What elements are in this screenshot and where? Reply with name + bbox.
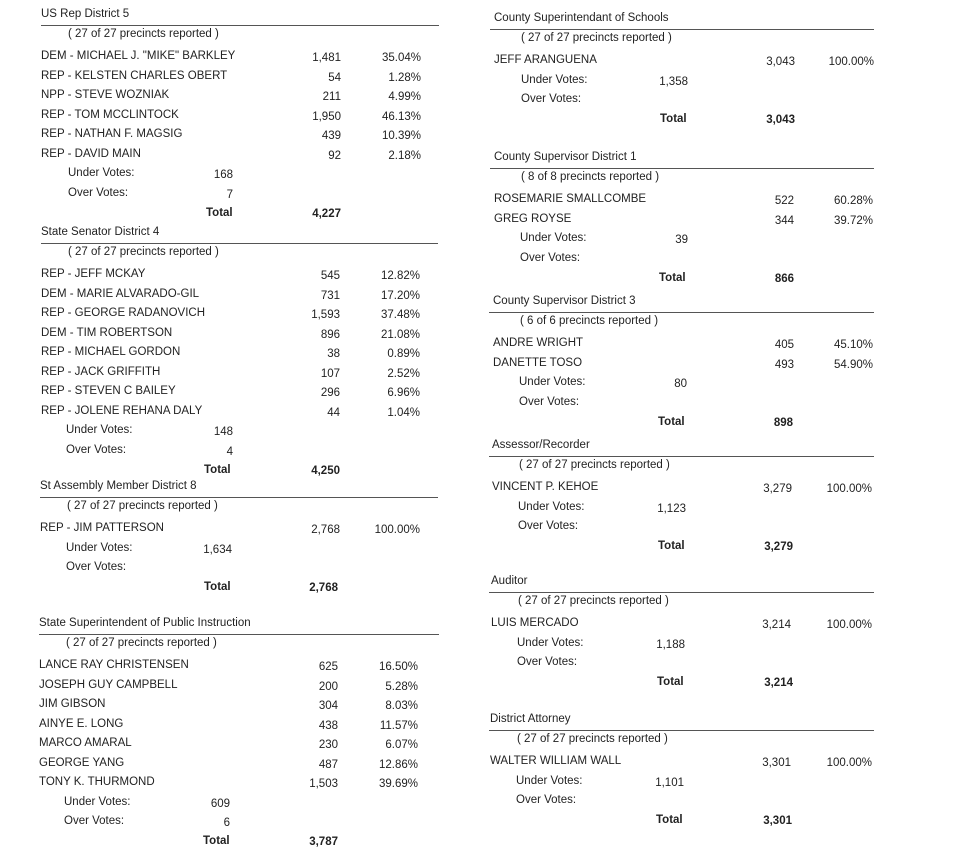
candidate-percent: 100.00%: [826, 619, 872, 631]
total-value: 866: [774, 272, 794, 285]
over-votes-label: Over Votes:: [518, 520, 579, 532]
candidate-percent: 12.82%: [380, 270, 420, 282]
total-row: [494, 269, 798, 288]
over-votes-row: [40, 558, 236, 577]
candidate-votes: 304: [318, 700, 338, 712]
total-label: Total: [206, 206, 233, 219]
candidate-votes: 3,043: [766, 56, 795, 68]
candidate-name: NPP - STEVE WOZNIAK: [41, 89, 170, 101]
over-votes-row: [41, 441, 237, 460]
over-votes-label: Over Votes:: [517, 656, 578, 668]
candidate-votes: 3,301: [762, 757, 791, 769]
candidate-votes: 522: [774, 195, 794, 207]
candidate-name: GEORGE YANG: [39, 756, 125, 769]
candidate-row: [39, 695, 428, 714]
over-votes-label: Over Votes:: [68, 186, 129, 199]
race-title-rule: [489, 456, 874, 457]
candidate-percent: 4.99%: [388, 91, 421, 103]
under-votes-value: 609: [210, 797, 230, 810]
candidate-name: JEFF ARANGUENA: [494, 54, 597, 66]
over-votes-label: Over Votes:: [519, 395, 580, 408]
race-title-rule: [489, 592, 874, 593]
under-votes-value: 39: [675, 234, 688, 246]
total-label: Total: [658, 415, 685, 428]
over-votes-value: 4: [226, 445, 233, 458]
under-votes-label: Under Votes:: [517, 636, 584, 649]
candidate-percent: 21.08%: [380, 328, 420, 341]
candidate-row: [40, 519, 430, 538]
total-row: [40, 578, 342, 597]
over-votes-row: [39, 812, 234, 831]
race-title-rule: [489, 312, 874, 313]
precincts-reported: ( 27 of 27 precincts reported ): [67, 500, 218, 512]
total-label: Total: [204, 581, 231, 593]
total-row: [494, 110, 799, 129]
candidate-row: [41, 285, 430, 304]
candidate-votes: 493: [774, 358, 794, 371]
candidate-row: [492, 478, 882, 497]
candidate-percent: 17.20%: [380, 289, 420, 302]
candidate-votes: 405: [774, 339, 794, 351]
race-title-rule: [489, 730, 874, 731]
candidate-name: REP - JIM PATTERSON: [40, 522, 164, 534]
under-votes-row: [39, 793, 234, 812]
total-value: 3,043: [766, 114, 795, 126]
under-votes-value: 1,188: [656, 638, 685, 651]
candidate-percent: 54.90%: [833, 358, 873, 371]
candidate-votes: 107: [320, 367, 340, 380]
candidate-name: REP - JACK GRIFFITH: [41, 365, 161, 378]
total-value: 3,301: [763, 815, 792, 827]
total-row: [492, 537, 797, 556]
over-votes-label: Over Votes:: [521, 93, 582, 105]
over-votes-row: [494, 249, 692, 268]
total-label: Total: [656, 814, 683, 826]
candidate-row: [39, 656, 428, 675]
candidate-votes: 487: [318, 758, 338, 771]
total-label: Total: [203, 835, 230, 847]
under-votes-label: Under Votes:: [66, 541, 133, 554]
candidate-percent: 100.00%: [826, 757, 872, 769]
under-votes-label: Under Votes:: [518, 500, 585, 513]
candidate-percent: 8.03%: [385, 700, 418, 712]
candidate-row: [491, 614, 882, 633]
candidate-row: [39, 754, 428, 773]
under-votes-value: 1,358: [659, 75, 688, 88]
race-title: State Senator District 4: [41, 226, 160, 238]
total-value: 3,214: [764, 677, 793, 689]
under-votes-value: 1,123: [657, 502, 686, 515]
over-votes-label: Over Votes:: [66, 561, 127, 573]
candidate-percent: 45.10%: [833, 339, 873, 351]
over-votes-row: [491, 653, 689, 672]
candidate-row: [39, 715, 428, 734]
candidate-row: [493, 354, 883, 373]
under-votes-value: 1,101: [655, 776, 684, 789]
candidate-row: [41, 47, 431, 66]
total-label: Total: [658, 540, 685, 552]
total-row: [41, 461, 344, 480]
candidate-row: [41, 86, 431, 105]
candidate-votes: 438: [318, 719, 338, 732]
candidate-row: [493, 334, 883, 353]
precincts-reported: ( 27 of 27 precincts reported ): [517, 733, 668, 745]
candidate-name: DEM - MICHAEL J. "MIKE" BARKLEY: [41, 50, 236, 62]
candidate-votes: 92: [328, 149, 341, 162]
race-title: County Supervisor District 3: [493, 295, 636, 307]
total-value: 898: [773, 416, 793, 429]
candidate-name: REP - DAVID MAIN: [41, 147, 141, 160]
race-title-rule: [490, 29, 874, 30]
candidate-name: REP - JOLENE REHANA DALY: [41, 404, 203, 417]
candidate-percent: 6.07%: [385, 739, 418, 751]
candidate-percent: 12.86%: [378, 758, 418, 771]
candidate-percent: 16.50%: [378, 661, 418, 673]
candidate-votes: 439: [321, 130, 341, 142]
candidate-row: [41, 304, 430, 323]
candidate-row: [41, 363, 430, 382]
total-row: [39, 832, 342, 851]
candidate-percent: 39.72%: [833, 214, 873, 227]
under-votes-value: 1,634: [203, 543, 232, 556]
candidate-votes: 1,503: [309, 778, 338, 790]
candidate-row: [41, 67, 431, 86]
candidate-votes: 200: [318, 680, 338, 693]
under-votes-value: 80: [674, 378, 687, 390]
candidate-name: GREG ROYSE: [494, 212, 572, 225]
precincts-reported: ( 27 of 27 precincts reported ): [518, 595, 669, 607]
candidate-row: [494, 210, 883, 229]
candidate-votes: 896: [320, 328, 340, 341]
candidate-percent: 5.28%: [385, 680, 418, 693]
race-title-rule: [40, 497, 438, 498]
candidate-percent: 11.57%: [379, 719, 418, 732]
candidate-row: [39, 773, 428, 792]
candidate-percent: 46.13%: [381, 110, 421, 123]
total-value: 3,279: [764, 541, 793, 553]
total-label: Total: [660, 113, 687, 125]
candidate-name: REP - MICHAEL GORDON: [41, 346, 181, 358]
candidate-votes: 211: [322, 91, 341, 103]
total-value: 3,787: [309, 836, 338, 848]
candidate-name: REP - KELSTEN CHARLES OBERT: [41, 69, 228, 82]
under-votes-row: [492, 498, 690, 517]
candidate-row: [41, 324, 430, 343]
candidate-row: [41, 265, 430, 284]
candidate-name: WALTER WILLIAM WALL: [490, 755, 622, 767]
candidate-votes: 296: [320, 387, 340, 399]
race-title: US Rep District 5: [41, 8, 130, 20]
candidate-percent: 0.89%: [387, 348, 420, 360]
under-votes-row: [493, 373, 691, 392]
candidate-percent: 100.00%: [826, 483, 872, 495]
total-label: Total: [657, 676, 684, 688]
candidate-percent: 39.69%: [378, 778, 418, 790]
candidate-name: REP - GEORGE RADANOVICH: [41, 307, 206, 319]
candidate-name: MARCO AMARAL: [39, 737, 132, 749]
candidate-row: [39, 734, 428, 753]
precincts-reported: ( 27 of 27 precincts reported ): [519, 459, 670, 471]
candidate-votes: 38: [327, 348, 340, 360]
candidate-name: REP - STEVEN C BAILEY: [41, 385, 176, 397]
race-title: County Superintendant of Schools: [494, 12, 669, 24]
over-votes-label: Over Votes:: [520, 251, 581, 264]
candidate-name: REP - JEFF MCKAY: [41, 268, 146, 280]
candidate-votes: 54: [328, 71, 341, 84]
precincts-reported: ( 6 of 6 precincts reported ): [520, 315, 659, 327]
candidate-votes: 44: [327, 406, 340, 419]
precincts-reported: ( 27 of 27 precincts reported ): [521, 32, 672, 44]
under-votes-label: Under Votes:: [68, 167, 135, 179]
candidate-row: [490, 752, 882, 771]
over-votes-row: [493, 393, 691, 412]
total-row: [490, 811, 796, 830]
candidate-votes: 1,481: [312, 52, 341, 64]
precincts-reported: ( 27 of 27 precincts reported ): [66, 637, 217, 649]
candidate-name: REP - TOM MCCLINTOCK: [41, 108, 179, 121]
under-votes-row: [40, 539, 236, 558]
candidate-percent: 37.48%: [380, 309, 420, 321]
race-title: St Assembly Member District 8: [40, 480, 197, 492]
candidate-percent: 10.39%: [381, 130, 421, 142]
under-votes-label: Under Votes:: [520, 232, 587, 244]
precincts-reported: ( 8 of 8 precincts reported ): [521, 171, 660, 183]
candidate-votes: 1,950: [312, 110, 341, 123]
over-votes-value: 7: [226, 188, 233, 201]
race-title-rule: [41, 25, 439, 26]
candidate-name: JOSEPH GUY CAMPBELL: [39, 678, 178, 691]
under-votes-row: [491, 634, 689, 653]
candidate-row: [41, 125, 431, 144]
candidate-name: DANETTE TOSO: [493, 356, 583, 369]
candidate-name: JIM GIBSON: [39, 698, 106, 710]
candidate-row: [39, 676, 428, 695]
total-row: [493, 413, 797, 432]
candidate-name: TONY K. THURMOND: [39, 776, 155, 788]
candidate-row: [494, 51, 884, 70]
total-value: 4,227: [312, 207, 341, 220]
over-votes-value: 6: [223, 817, 230, 829]
over-votes-row: [41, 184, 237, 203]
under-votes-label: Under Votes:: [519, 376, 586, 388]
under-votes-row: [41, 421, 237, 440]
candidate-name: VINCENT P. KEHOE: [492, 481, 599, 493]
over-votes-label: Over Votes:: [64, 815, 125, 827]
candidate-percent: 35.04%: [381, 52, 421, 64]
race-title-rule: [41, 243, 438, 244]
over-votes-row: [492, 517, 690, 536]
race-title-rule: [490, 168, 874, 169]
candidate-name: LANCE RAY CHRISTENSEN: [39, 659, 189, 671]
under-votes-row: [494, 71, 692, 90]
race-title: State Superintendent of Public Instruction: [39, 617, 251, 629]
under-votes-label: Under Votes:: [64, 795, 131, 808]
total-label: Total: [204, 463, 231, 476]
under-votes-value: 148: [213, 426, 233, 438]
candidate-votes: 2,768: [311, 524, 340, 536]
over-votes-label: Over Votes:: [66, 443, 127, 456]
under-votes-row: [494, 229, 692, 248]
candidate-votes: 545: [320, 270, 340, 282]
candidate-row: [41, 402, 430, 421]
race-title: District Attorney: [490, 713, 571, 725]
under-votes-label: Under Votes:: [516, 774, 583, 787]
candidate-row: [494, 190, 883, 209]
candidate-votes: 1,593: [311, 309, 340, 321]
under-votes-label: Under Votes:: [521, 73, 588, 86]
race-title: Auditor: [491, 575, 528, 587]
over-votes-label: Over Votes:: [516, 794, 577, 806]
candidate-row: [41, 106, 431, 125]
candidate-name: LUIS MERCADO: [491, 617, 579, 629]
candidate-percent: 60.28%: [833, 195, 873, 207]
candidate-row: [41, 145, 431, 164]
total-value: 2,768: [309, 582, 338, 594]
candidate-votes: 230: [318, 739, 338, 751]
race-title: Assessor/Recorder: [492, 439, 590, 451]
candidate-votes: 731: [320, 289, 340, 302]
candidate-votes: 3,279: [763, 483, 792, 495]
candidate-votes: 625: [318, 661, 338, 673]
over-votes-row: [494, 90, 692, 109]
candidate-name: AINYE E. LONG: [39, 717, 124, 730]
over-votes-row: [490, 791, 688, 810]
total-row: [491, 673, 797, 692]
precincts-reported: ( 27 of 27 precincts reported ): [68, 28, 219, 40]
under-votes-value: 168: [213, 169, 233, 181]
race-title-rule: [39, 634, 439, 635]
total-label: Total: [659, 271, 686, 284]
candidate-percent: 1.28%: [388, 71, 421, 84]
candidate-votes: 3,214: [762, 619, 791, 631]
candidate-percent: 100.00%: [374, 524, 420, 536]
precincts-reported: ( 27 of 27 precincts reported ): [68, 246, 219, 258]
candidate-votes: 344: [774, 214, 794, 227]
candidate-percent: 100.00%: [828, 56, 874, 68]
race-title: County Supervisor District 1: [494, 151, 637, 163]
candidate-name: ANDRE WRIGHT: [493, 337, 584, 349]
candidate-row: [41, 343, 430, 362]
candidate-name: ROSEMARIE SMALLCOMBE: [494, 193, 647, 205]
candidate-percent: 6.96%: [387, 387, 420, 399]
under-votes-label: Under Votes:: [66, 424, 133, 436]
candidate-percent: 2.52%: [387, 367, 420, 380]
candidate-percent: 1.04%: [387, 406, 420, 419]
candidate-percent: 2.18%: [388, 149, 421, 162]
candidate-name: REP - NATHAN F. MAGSIG: [41, 128, 183, 140]
total-row: [41, 204, 345, 223]
candidate-name: DEM - TIM ROBERTSON: [41, 326, 173, 339]
candidate-row: [41, 382, 430, 401]
candidate-name: DEM - MARIE ALVARADO-GIL: [41, 287, 200, 300]
total-value: 4,250: [311, 464, 340, 477]
under-votes-row: [490, 772, 688, 791]
under-votes-row: [41, 164, 237, 183]
